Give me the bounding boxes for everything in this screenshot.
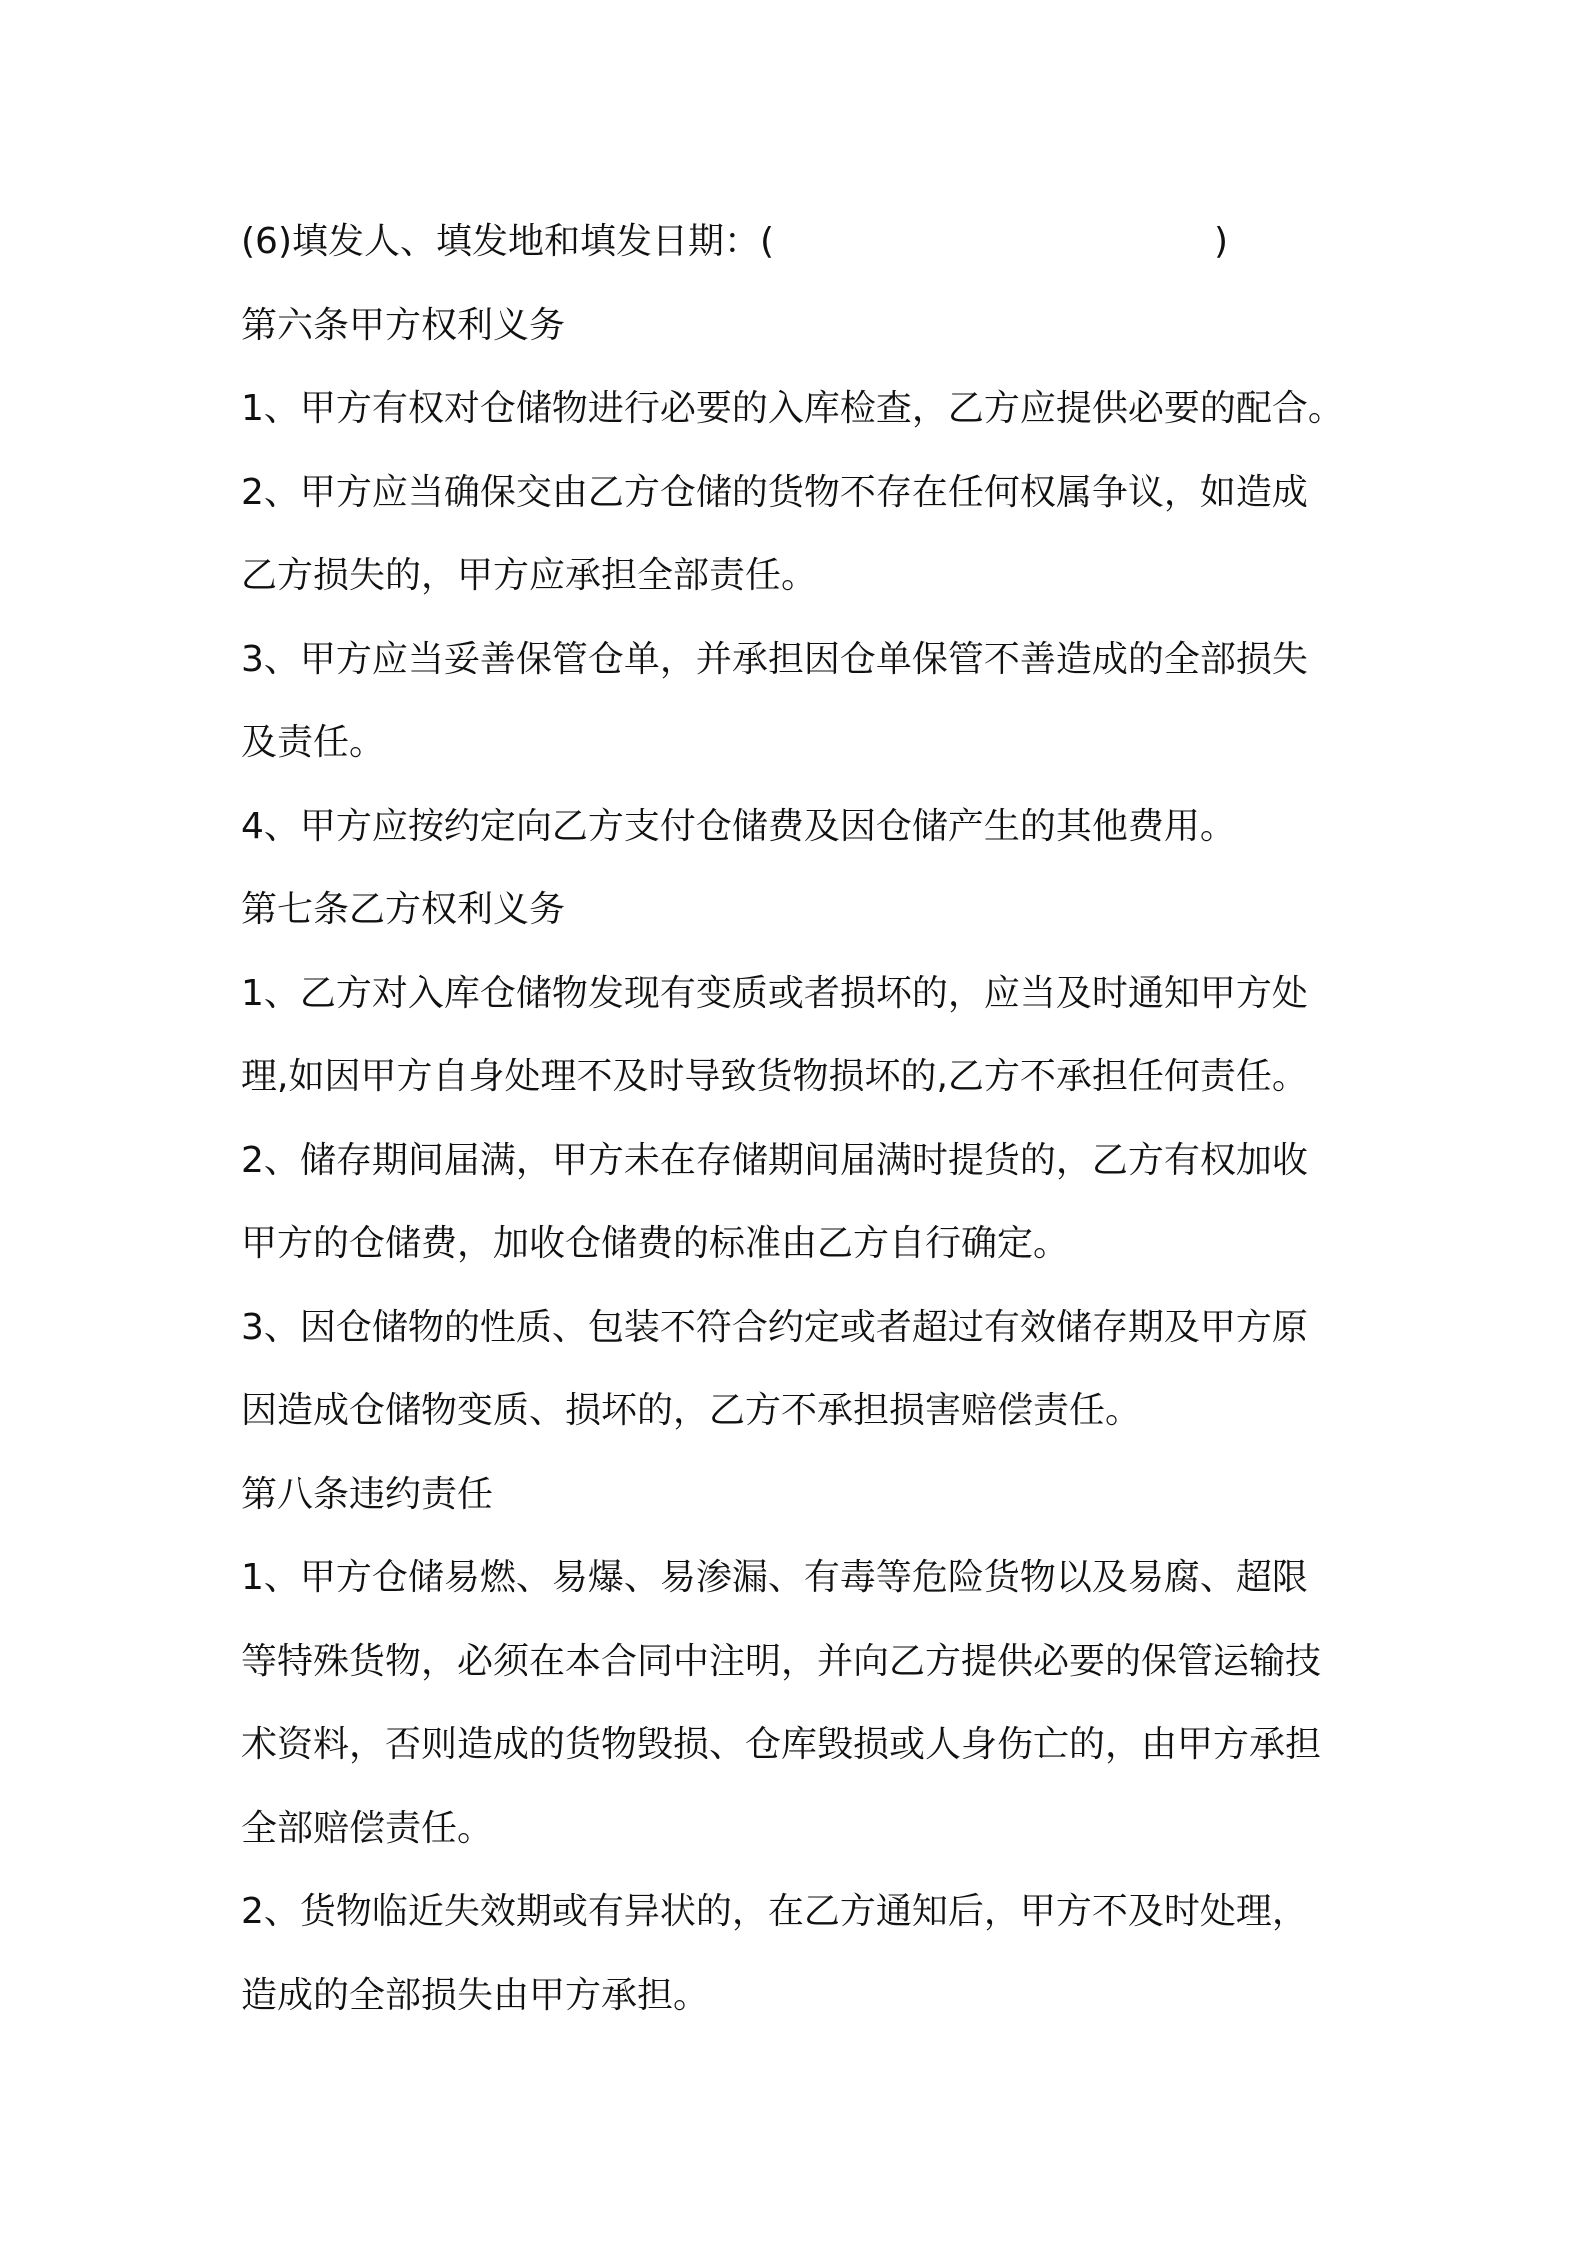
article-8-clause-1-line-1: 1、甲方仓储易燃、易爆、易渗漏、有毒等危险货物以及易腐、超限 — [241, 1557, 1308, 1598]
article-6-clause-3-line-2: 及责任。 — [241, 722, 386, 763]
article-8-clause-1-line-2: 等特殊货物，必须在本合同中注明，并向乙方提供必要的保管运输技 — [241, 1640, 1322, 1682]
article-7-heading: 第七条乙方权利义务 — [241, 889, 566, 930]
document-body — [241, 200, 1381, 2037]
article-7-clause-2-line-2: 甲方的仓储费，加收仓储费的标准由乙方自行确定。 — [241, 1223, 1070, 1264]
article-8-clause-2-line-2: 造成的全部损失由甲方承担。 — [241, 1974, 710, 2016]
article-8-clause-2-line-1: 2、货物临近失效期或有异状的，在乙方通知后，甲方不及时处理， — [241, 1891, 1308, 1932]
article-7-clause-3-line-1: 3、因仓储物的性质、包装不符合约定或者超过有效储存期及甲方原 — [241, 1306, 1308, 1348]
article-7-clause-2-line-1: 2、储存期间届满，甲方未在存储期间届满时提货的，乙方有权加收 — [241, 1139, 1308, 1181]
article-7-clause-1-line-1: 1、乙方对入库仓储物发现有变质或者损坏的，应当及时通知甲方处 — [241, 972, 1308, 1014]
article-6-clause-2-line-1: 2、甲方应当确保交由乙方仓储的货物不存在任何权属争议，如造成 — [241, 471, 1308, 513]
article-8-heading: 第八条违约责任 — [241, 1473, 494, 1515]
article-6-clause-4: 4、甲方应按约定向乙方支付仓储费及因仓储产生的其他费用。 — [241, 805, 1236, 847]
form-field-line — [241, 200, 1381, 284]
form-field-suffix: ) — [1214, 221, 1229, 262]
article-8-clause-1-line-3: 术资料，否则造成的货物毁损、仓库毁损或人身伤亡的，由甲方承担 — [241, 1724, 1322, 1765]
article-6-clause-1: 1、甲方有权对仓储物进行必要的入库检查，乙方应提供必要的配合。 — [241, 388, 1344, 429]
article-7-clause-3-line-2: 因造成仓储物变质、损坏的，乙方不承担损害赔偿责任。 — [241, 1390, 1142, 1431]
article-6-heading: 第六条甲方权利义务 — [241, 304, 566, 346]
article-8-clause-1-line-4: 全部赔偿责任。 — [241, 1807, 494, 1849]
article-6-clause-3-line-1: 3、甲方应当妥善保管仓单，并承担因仓单保管不善造成的全部损失 — [241, 638, 1308, 680]
article-6-clause-2-line-2: 乙方损失的，甲方应承担全部责任。 — [241, 555, 818, 596]
form-field-prefix: (6)填发人、填发地和填发日期：( — [241, 221, 775, 262]
article-7-clause-1-line-2: 理,如因甲方自身处理不及时导致货物损坏的,乙方不承担任何责任。 — [241, 1056, 1308, 1097]
